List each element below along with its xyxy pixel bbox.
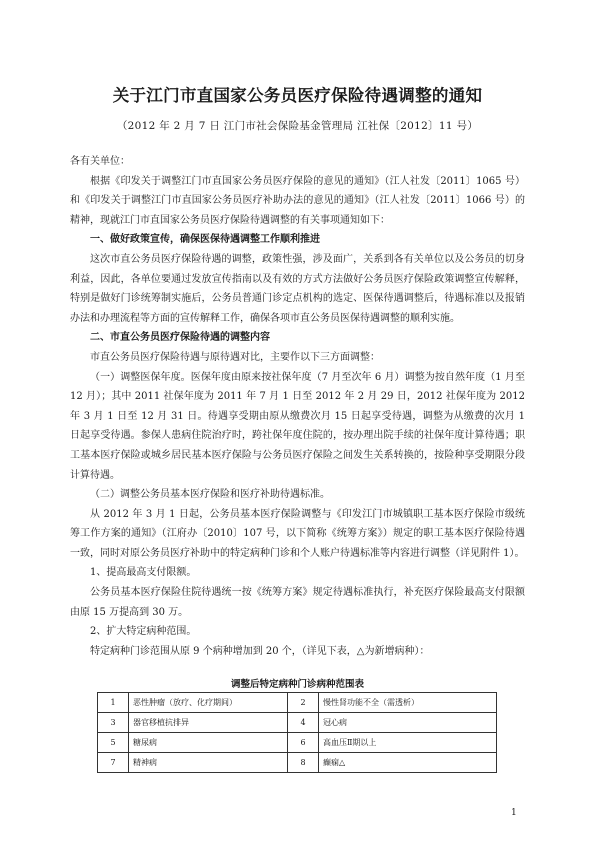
table-cell: 高血压Ⅱ期以上 bbox=[319, 733, 497, 753]
table-cell: 冠心病 bbox=[319, 713, 497, 733]
table-cell: 糖尿病 bbox=[129, 733, 288, 753]
disease-table bbox=[97, 692, 497, 773]
section-heading: 一、做好政策宣传，确保医保待遇调整工作顺利推进 bbox=[90, 234, 320, 246]
table-cell: 恶性肿瘤（放疗、化疗期间） bbox=[129, 693, 288, 713]
table-row bbox=[98, 733, 497, 753]
page-title: 关于江门市直国家公务员医疗保险待遇调整的通知 bbox=[112, 86, 483, 105]
addressee: 各有关单位： bbox=[70, 156, 130, 167]
table-row bbox=[98, 693, 497, 713]
paragraph: 1、提高最高支付限额。 bbox=[90, 567, 197, 579]
table-cell: 慢性肾功能不全（需透析） bbox=[319, 693, 497, 713]
table-cell: 6 bbox=[288, 733, 319, 753]
table-cell: 4 bbox=[288, 713, 319, 733]
table-cell: 精神病 bbox=[129, 753, 288, 773]
table-cell: 器官移植抗排异 bbox=[129, 713, 288, 733]
table-cell: 3 bbox=[98, 713, 129, 733]
document-body bbox=[70, 152, 525, 661]
paragraph: 特定病种门诊范围从原 9 个病种增加到 20 个，（详见下表，△为新增病种）： bbox=[90, 645, 430, 657]
paragraph: 这次市直公务员医疗保险待遇的调整，政策性强，涉及面广，关系到各有关单位以及公务员的切身利益，因此，各单位要通过发放宣传指南以及有效的方式方法做好公务员医疗保险政策调整宣传解释，特别是做好门诊统筹制实施后，公务员普通门诊定点机构的选定、医保待遇调整后，待遇标准以及报销办法和办理流程等方面的宣传解释工作，确保各项市直公务员医保待遇调整的顺利实施。 bbox=[70, 253, 525, 324]
table-row bbox=[98, 753, 497, 773]
paragraph: 市直公务员医疗保险待遇与原待遇对比，主要作以下三方面调整： bbox=[90, 351, 380, 363]
table-row bbox=[98, 713, 497, 733]
table-cell: 5 bbox=[98, 733, 129, 753]
paragraph: （二）调整公务员基本医疗保险和医疗补助待遇标准。 bbox=[90, 489, 330, 501]
paragraph: 从 2012 年 3 月 1 日起，公务员基本医疗保险调整与《印发江门市城镇职工基本医疗保险市级统筹工作方案的通知》（江府办〔2010〕107 号，以下简称《统筹方案》）规定的职工基本医疗保险待遇一致，同时对原公务员医疗补助中的特定病种门诊和个人账户待遇标准等内容进行调整（详见附件 1）。 bbox=[70, 508, 525, 559]
table-cell: 癫痫△ bbox=[319, 753, 497, 773]
table-cell: 2 bbox=[288, 693, 319, 713]
table-title: 调整后特定病种门诊病种范围表 bbox=[230, 679, 364, 690]
section-heading: 二、市直公务员医疗保险待遇的调整内容 bbox=[90, 332, 270, 344]
table-cell: 1 bbox=[98, 693, 129, 713]
table-cell: 7 bbox=[98, 753, 129, 773]
table-cell: 8 bbox=[288, 753, 319, 773]
page-subtitle: （2012 年 2 月 7 日 江门市社会保险基金管理局 江社保〔2012〕11 号） bbox=[116, 120, 479, 132]
paragraph: 根据《印发关于调整江门市直国家公务员医疗保险的意见的通知》（江人社发〔2011〕1065 号）和《印发关于调整江门市直国家公务员医疗补助办法的意见的通知》（江人社发〔2011〕1066 号）的精神，现就江门市直国家公务员医疗保险待遇调整的有关事项通知如下： bbox=[70, 175, 525, 226]
paragraph: （一）调整医保年度。医保年度由原来按社保年度（7 月至次年 6 月）调整为按自然年度（1 月至 12 月）；其中 2011 社保年度为 2011 年 7 月 1 日至 2012 年 2 月 29 日，2012 社保年度为 2012 年 3 月 1 日至 12 月 31 日。待遇享受期由原从缴费次月 15 日起享受待遇，调整为从缴费的次月 1 日起享受待遇。参保人患病住院治疗时，跨社保年度住院的，按办理出院手续的社保年度计算待遇；职工基本医疗保险或城乡居民基本医疗保险与公务员医疗保险之间发生关系转换的，按险种享受期限分段计算待遇。 bbox=[70, 371, 525, 481]
paragraph: 2、扩大特定病种范围。 bbox=[90, 626, 197, 638]
paragraph: 公务员基本医疗保险住院待遇统一按《统筹方案》规定待遇标准执行，补充医疗保险最高支付限额由原 15 万提高到 30 万。 bbox=[70, 587, 525, 618]
page-number: 1 bbox=[511, 808, 517, 818]
